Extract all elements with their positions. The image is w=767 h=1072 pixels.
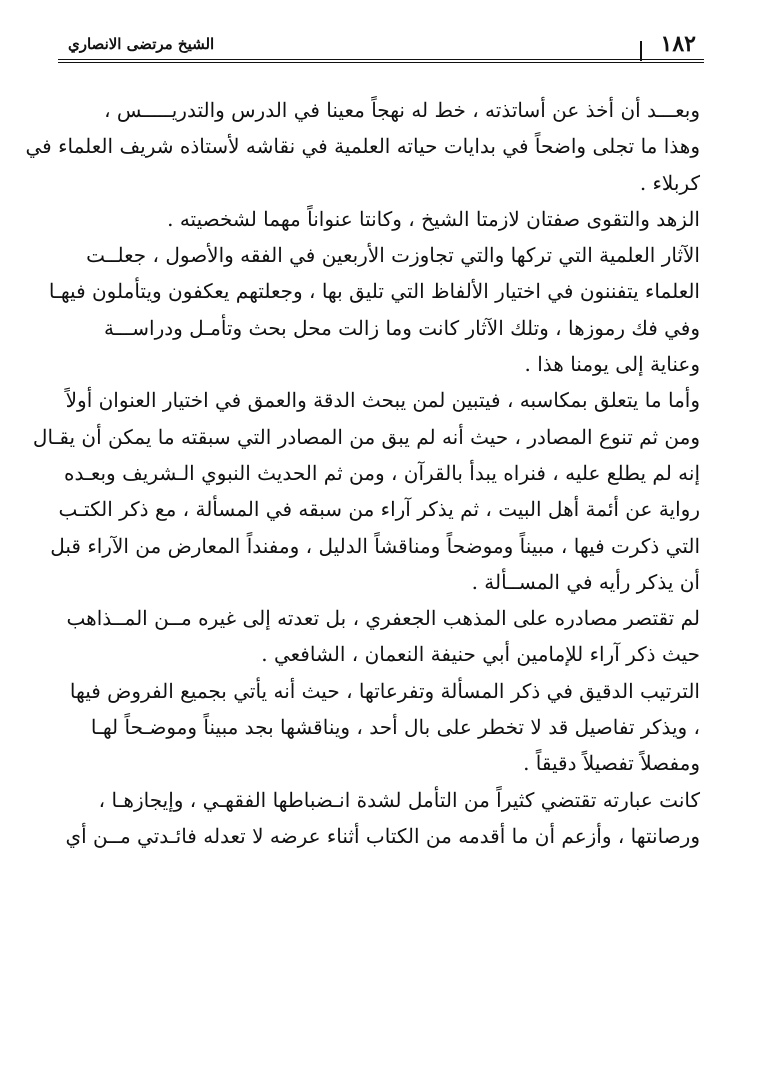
paragraph [64, 782, 700, 855]
text-line: ، ويذكر تفاصيل قد لا تخطر على بال أحد ، ويناقشها بجد مبيناً وموضـحاً لهـا [90, 715, 700, 740]
text-line: ومن ثم تنوع المصادر ، حيث أنه لم يبق من المصادر التي سبقته ما يمكن أن يقـال [32, 424, 700, 449]
text-line: كربلاء . [639, 170, 700, 195]
text-line: رواية عن أئمة أهل البيت ، ثم يذكر آراء من سبقه في المسألة ، مع ذكر الكتـب [58, 497, 700, 522]
paragraph [64, 201, 700, 237]
paragraph [64, 600, 700, 673]
paragraph [48, 237, 700, 382]
paragraph [25, 92, 700, 201]
page-header [58, 32, 704, 64]
text-line: لم تقتصر مصادره على المذهب الجعفري ، بل تعدته إلى غيره مــن المــذاهب [66, 606, 700, 631]
page-body [25, 92, 700, 854]
text-line: وفي فك رموزها ، وتلك الآثار كانت وما زالت محل بحث وتأمـل ودراســـة [103, 315, 700, 340]
text-line: الترتيب الدقيق في ذكر المسألة وتفرعاتها ، حيث أنه يأتي بجميع الفروض فيها [69, 678, 700, 703]
header-divider-tick [640, 41, 642, 61]
text-line: الزهد والتقوى صفتان لازمتا الشيخ ، وكانتا عنواناً مهما لشخصيته . [167, 206, 700, 231]
text-line: الآثار العلمية التي تركها والتي تجاوزت الأربعين في الفقه والأصول ، جعلــت [86, 243, 700, 268]
text-line: وأما ما يتعلق بمكاسبه ، فيتبين لمن يبحث الدقة والعمق في اختيار العنوان أولاً [65, 388, 700, 413]
page-number: ١٨٢ [660, 31, 696, 57]
text-line: إنه لم يطلع عليه ، فنراه يبدأ بالقرآن ، ومن ثم الحديث النبوي الـشريف وبعـده [64, 460, 700, 485]
paragraph [64, 673, 700, 782]
text-line: ومفصلاً تفصيلاً دقيقاً . [523, 751, 700, 776]
text-line: العلماء يتفننون في اختيار الألفاظ التي تليق بها ، وجعلتهم يعكفون ويتأملون فيهـا [48, 279, 700, 304]
text-line: حيث ذكر آراء للإمامين أبي حنيفة النعمان ، الشافعي . [261, 642, 700, 667]
text-line: كانت عبارته تقتضي كثيراً من التأمل لشدة انـضباطها الفقهـي ، وإيجازهـا ، [98, 787, 700, 812]
text-line: أن يذكر رأيه في المســألة . [471, 569, 700, 594]
text-line: وهذا ما تجلى واضحاً في بدايات حياته العلمية في نقاشه لأستاذه شريف العلماء في [25, 134, 700, 159]
running-title: الشيخ مرتضى الانصاري [68, 35, 215, 53]
text-line: التي ذكرت فيها ، مبيناً وموضحاً ومناقشاً الدليل ، ومفنداً المعارض من الآراء قبل [50, 533, 700, 558]
text-line: ورصانتها ، وأزعم أن ما أقدمه من الكتاب أثناء عرضه لا تعدله فائـدتي مــن أي [65, 823, 700, 848]
header-double-rule [58, 59, 704, 63]
text-line: وعناية إلى يومنا هذا . [524, 352, 700, 377]
paragraph [32, 382, 700, 600]
text-line: وبعـــد أن أخذ عن أساتذته ، خط له نهجاً معينا في الدرس والتدريـــــس ، [104, 98, 700, 122]
